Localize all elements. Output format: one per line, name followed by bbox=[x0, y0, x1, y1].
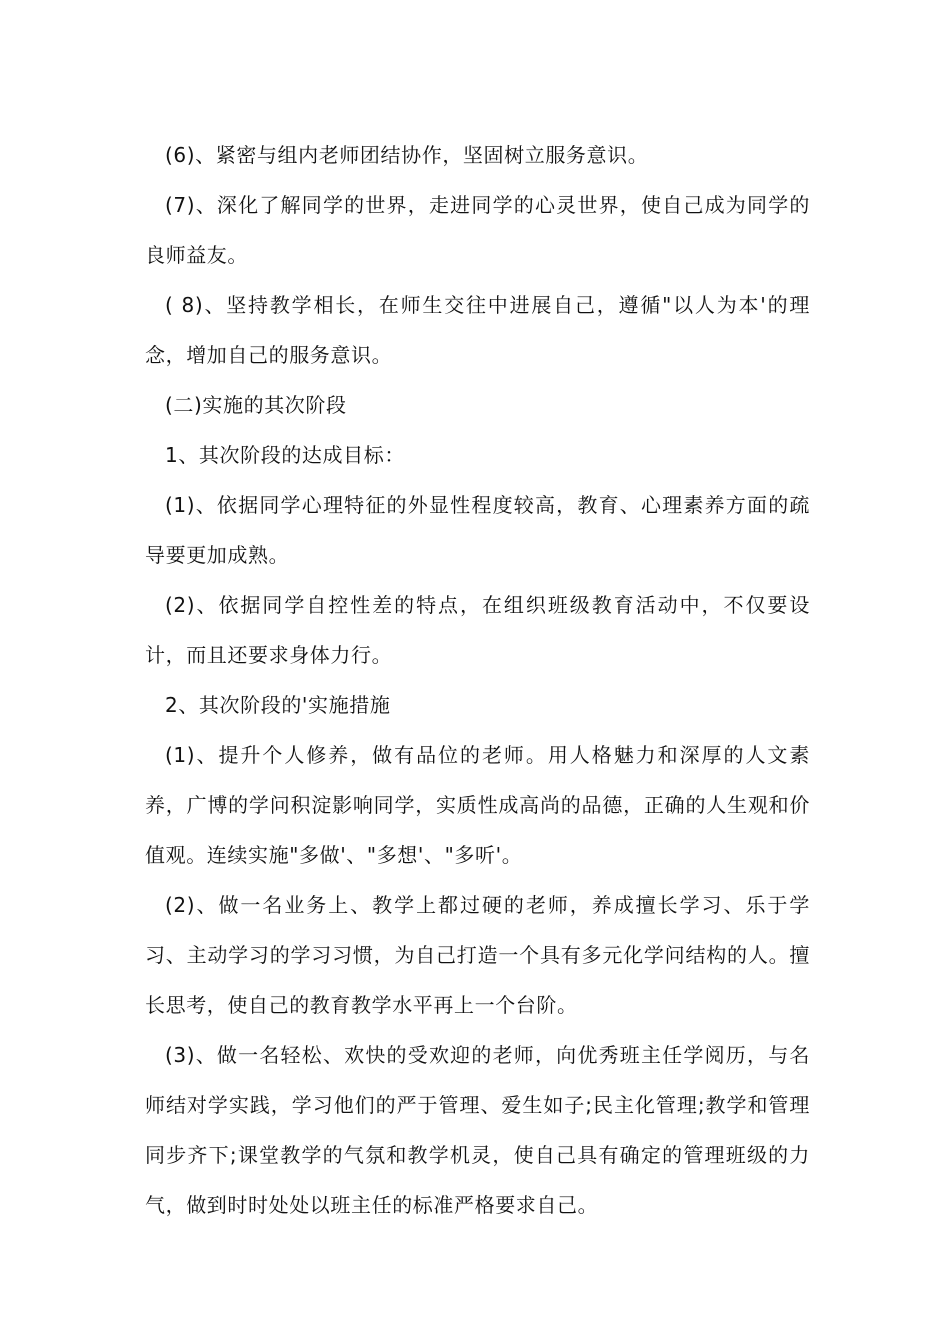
paragraph-item-7: (7)、深化了解同学的世界，走进同学的心灵世界，使自己成为同学的良师益友。 bbox=[145, 193, 810, 267]
measure-item-1: (1)、提升个人修养，做有品位的老师。用人格魅力和深厚的人文素养，广博的学问积淀影响同学，实质性成高尚的品德，正确的人生观和价值观。连续实施"多做'、"多想'、"多听'。 bbox=[145, 743, 810, 867]
section-heading-stage-two: (二)实施的其次阶段 bbox=[165, 393, 347, 417]
measure-item-3: (3)、做一名轻松、欢快的受欢迎的老师，向优秀班主任学阅历，与名师结对学实践，学习他们的严于管理、爱生如子;民主化管理;教学和管理同步齐下;课堂教学的气氛和教学机灵，使自己具有确定的管理班级的力气，做到时时处处以班主任的标准严格要求自己。 bbox=[145, 1043, 810, 1217]
paragraph-item-8: ( 8)、坚持教学相长，在师生交往中进展自己，遵循"以人为本'的理念，增加自己的服务意识。 bbox=[145, 293, 810, 367]
goal-item-1: (1)、依据同学心理特征的外显性程度较高，教育、心理素养方面的疏导要更加成熟。 bbox=[145, 493, 810, 567]
goal-item-2: (2)、依据同学自控性差的特点，在组织班级教育活动中，不仅要设计，而且还要求身体力行。 bbox=[145, 593, 810, 667]
measure-item-2: (2)、做一名业务上、教学上都过硬的老师，养成擅长学习、乐于学习、主动学习的学习习惯，为自己打造一个具有多元化学问结构的人。擅长思考，使自己的教育教学水平再上一个台阶。 bbox=[145, 893, 810, 1017]
paragraph-item-6: (6)、紧密与组内老师团结协作，坚固树立服务意识。 bbox=[165, 143, 649, 167]
document-body bbox=[145, 130, 810, 1230]
subheading-goals: 1、其次阶段的达成目标： bbox=[165, 443, 405, 467]
subheading-measures: 2、其次阶段的'实施措施 bbox=[165, 693, 391, 717]
